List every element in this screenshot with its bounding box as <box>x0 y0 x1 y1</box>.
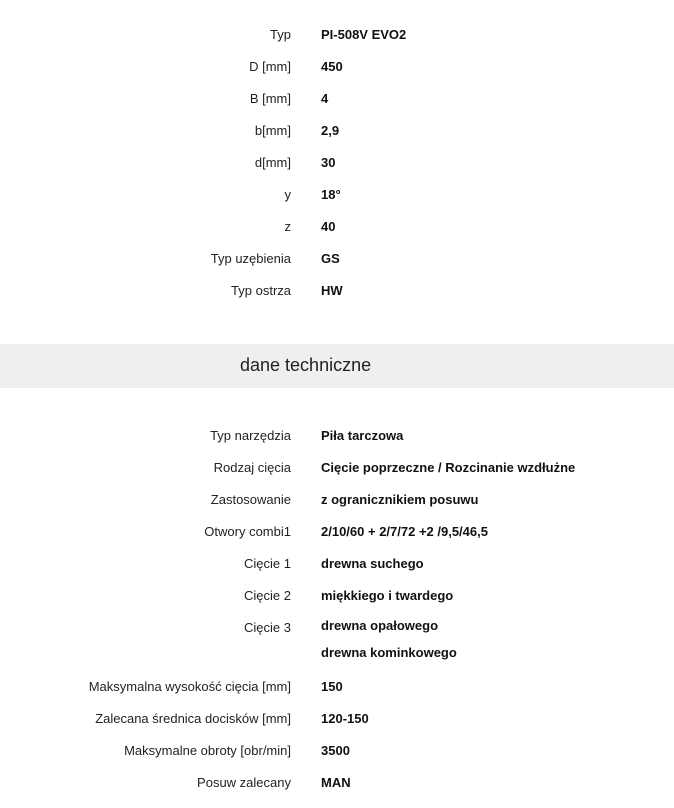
spec-value: 4 <box>321 91 329 106</box>
spec-label: Posuw zalecany <box>197 775 291 790</box>
basic-spec-table <box>0 19 674 307</box>
spec-value: Piła tarczowa <box>321 428 404 443</box>
spec-value: 3500 <box>321 743 350 758</box>
spec-row-application <box>0 484 674 516</box>
spec-row-combi-holes <box>0 516 674 548</box>
spec-value: PI-508V EVO2 <box>321 27 407 42</box>
spec-label: D [mm] <box>249 59 291 74</box>
spec-label: b[mm] <box>254 123 291 138</box>
spec-label: Maksymalna wysokość cięcia [mm] <box>88 679 291 694</box>
spec-label: Typ ostrza <box>231 283 291 298</box>
spec-label: Typ narzędzia <box>210 428 291 443</box>
spec-value: 18° <box>321 187 341 202</box>
spec-value: drewna kominkowego <box>321 645 457 660</box>
spec-label: y <box>284 187 291 202</box>
spec-label: Maksymalne obroty [obr/min] <box>124 743 291 758</box>
spec-label: Cięcie 2 <box>244 588 291 603</box>
spec-value: 450 <box>321 59 343 74</box>
spec-label: d[mm] <box>254 155 291 170</box>
spec-value: 40 <box>321 219 336 234</box>
spec-label: z <box>284 219 291 234</box>
spec-row-cut-kind <box>0 452 674 484</box>
spec-value: 2/10/60 + 2/7/72 +2 /9,5/46,5 <box>321 524 488 539</box>
spec-label: Typ <box>270 27 291 42</box>
spec-row-flange-diameter <box>0 703 674 735</box>
spec-label: Rodzaj cięcia <box>213 460 291 475</box>
spec-row-cut-1 <box>0 548 674 580</box>
section-header <box>0 344 674 388</box>
spec-value: drewna suchego <box>321 556 424 571</box>
spec-row-cut-2 <box>0 580 674 612</box>
spec-label: Otwory combi1 <box>204 524 291 539</box>
spec-row-bore <box>0 147 674 179</box>
spec-value: drewna opałowego <box>321 618 439 633</box>
spec-label: Typ uzębienia <box>210 251 291 266</box>
spec-row-angle <box>0 179 674 211</box>
tech-spec-table <box>0 420 674 799</box>
section-title: dane techniczne <box>240 355 372 375</box>
spec-row-diameter <box>0 51 674 83</box>
spec-value: 120-150 <box>321 711 369 726</box>
spec-value: 2,9 <box>321 123 340 138</box>
spec-row-tooth-type <box>0 243 674 275</box>
spec-label: Cięcie 3 <box>244 620 291 635</box>
spec-value: z ogranicznikiem posuwu <box>321 492 479 507</box>
spec-label: B [mm] <box>249 91 291 106</box>
spec-row-max-rpm <box>0 735 674 767</box>
spec-row-cut-3 <box>0 612 674 671</box>
spec-label: Zalecana średnica docisków [mm] <box>95 711 291 726</box>
spec-value: Cięcie poprzeczne / Rozcinanie wzdłużne <box>321 460 576 475</box>
spec-value: HW <box>321 283 343 298</box>
spec-value: GS <box>321 251 340 266</box>
spec-row-type <box>0 19 674 51</box>
spec-value: miękkiego i twardego <box>321 588 454 603</box>
spec-value: 30 <box>321 155 336 170</box>
spec-row-kerf-width <box>0 83 674 115</box>
spec-row-blade-type <box>0 275 674 307</box>
spec-row-max-cut-height <box>0 671 674 703</box>
spec-row-tool-type <box>0 420 674 452</box>
spec-row-teeth <box>0 211 674 243</box>
spec-row-body-thickness <box>0 115 674 147</box>
spec-value: 150 <box>321 679 343 694</box>
spec-label: Cięcie 1 <box>244 556 291 571</box>
spec-row-feed <box>0 767 674 799</box>
spec-label: Zastosowanie <box>210 492 291 507</box>
spec-value: MAN <box>321 775 351 790</box>
